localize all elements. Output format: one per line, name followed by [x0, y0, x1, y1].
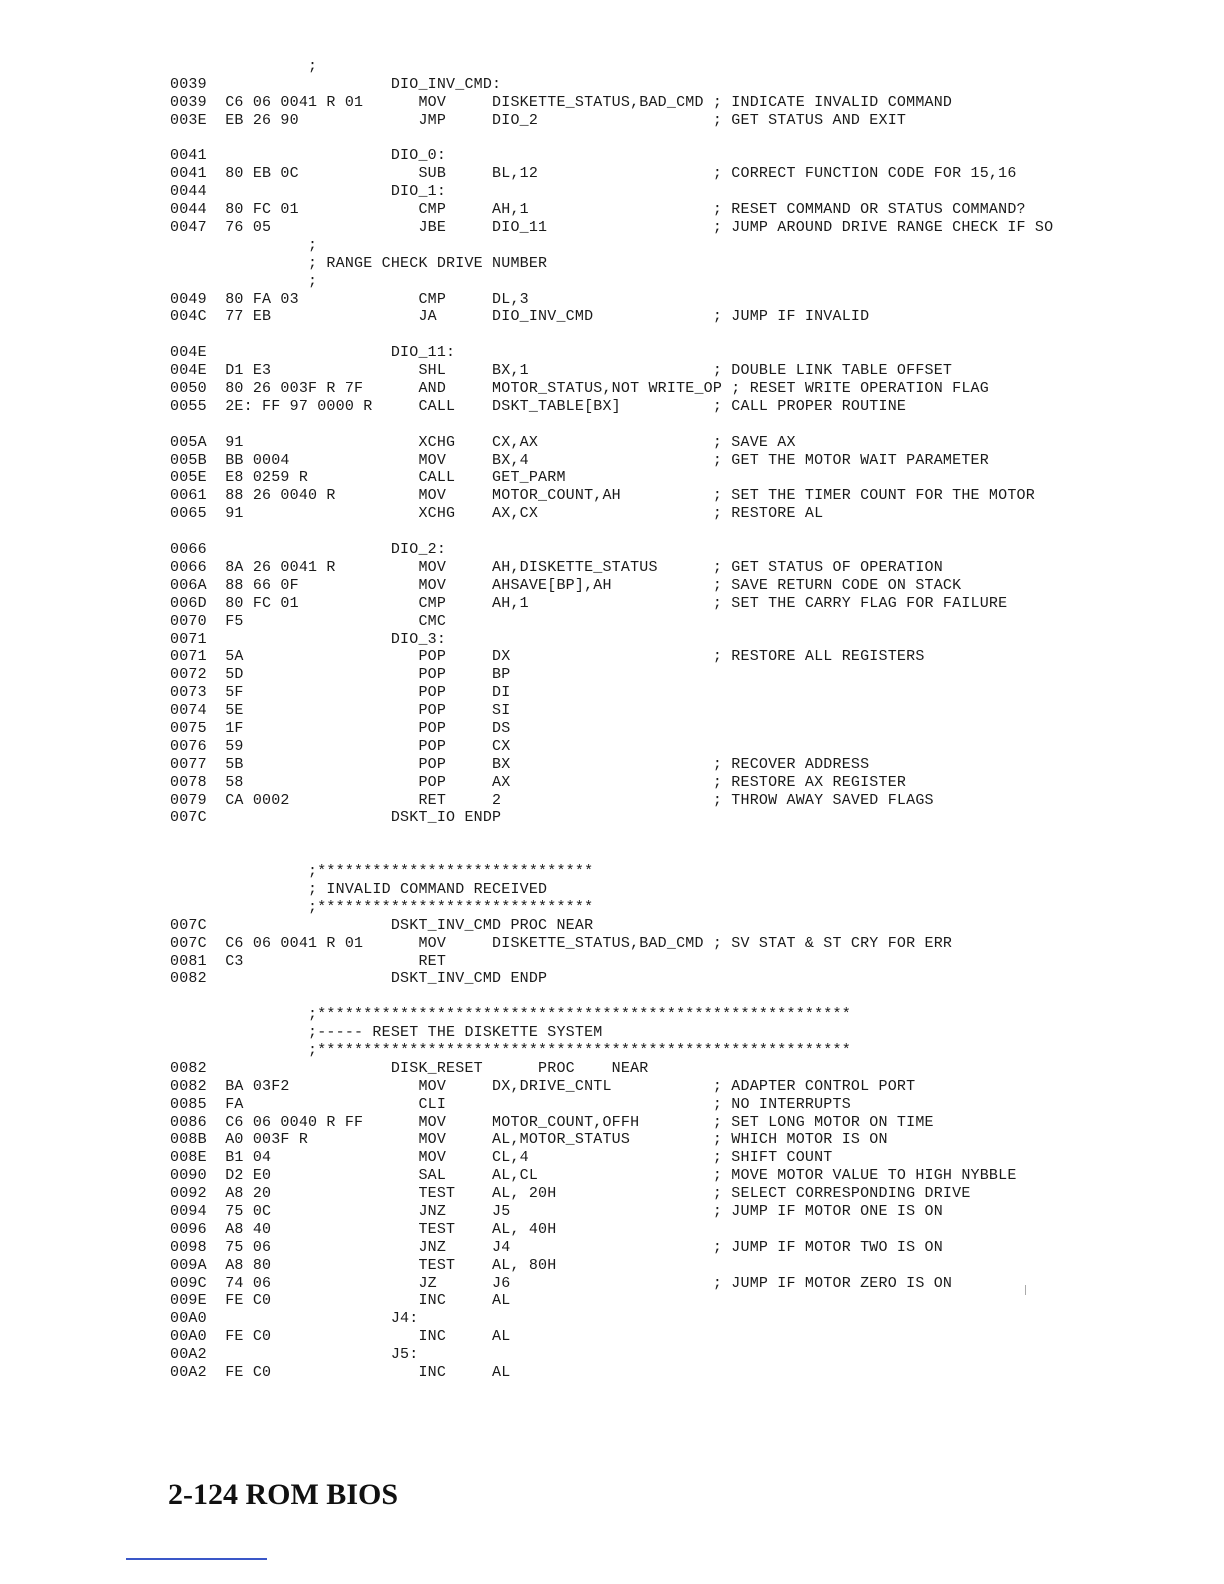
- page-footer-title: 2-124 ROM BIOS: [168, 1478, 399, 1511]
- listing-line: ;**********************************************************: [170, 1041, 851, 1059]
- listing-line: [170, 845, 1170, 863]
- listing-line: 0077 5B POP BX ; RECOVER ADDRESS: [170, 755, 870, 773]
- listing-line: 0094 75 0C JNZ J5 ; JUMP IF MOTOR ONE IS ON: [170, 1203, 943, 1220]
- listing-line: ;**********************************************************: [170, 1006, 851, 1024]
- listing-line: 0041 80 EB 0C SUB BL,12 ; CORRECT FUNCTION CODE FOR 15,16: [170, 165, 1017, 183]
- listing-line: 007C C6 06 0041 R 01 MOV DISKETTE_STATUS,BAD_CMD ; SV STAT & ST CRY FOR ERR: [170, 934, 953, 952]
- listing-line: [170, 130, 1170, 148]
- listing-line: 0072 5D POP BP: [170, 666, 511, 684]
- listing-line: 0085 FA CLI ; NO INTERRUPTS: [170, 1095, 851, 1113]
- listing-line: ; INVALID COMMAND RECEIVED: [170, 880, 548, 898]
- listing-line: [170, 988, 1170, 1006]
- listing-line: [170, 416, 1170, 434]
- listing-line: 0082 DSKT_INV_CMD ENDP: [170, 970, 548, 988]
- listing-line: 0039 DIO_INV_CMD:: [170, 75, 502, 93]
- listing-line: 009C 74 06 JZ J6 ; JUMP IF MOTOR ZERO IS ON: [170, 1274, 953, 1292]
- listing-line: 0044 DIO_1:: [170, 183, 447, 201]
- listing-line: ;******************************: [170, 898, 594, 916]
- listing-line: 0078 58 POP AX ; RESTORE AX REGISTER: [170, 773, 907, 791]
- listing-line: ;******************************: [170, 863, 594, 881]
- listing-line: 00A0 J4:: [170, 1310, 419, 1328]
- listing-line: 006D 80 FC 01 CMP AH,1 ; SET THE CARRY FLAG FOR FAILURE: [170, 594, 1008, 612]
- listing-line: 007C DSKT_INV_CMD PROC NEAR: [170, 916, 594, 934]
- listing-line: 0041 DIO_0:: [170, 147, 447, 165]
- listing-line: 0055 2E: FF 97 0000 R CALL DSKT_TABLE[BX] ; CALL PROPER ROUTINE: [170, 397, 907, 415]
- listing-line: [170, 827, 1170, 845]
- listing-line: 0071 5A POP DX ; RESTORE ALL REGISTERS: [170, 648, 925, 666]
- listing-line: 0039 C6 06 0041 R 01 MOV DISKETTE_STATUS,BAD_CMD ; INDICATE INVALID COMMAND: [170, 93, 953, 111]
- listing-line: 0073 5F POP DI: [170, 684, 511, 702]
- listing-line: 0075 1F POP DS: [170, 719, 511, 737]
- listing-line: ;----- RESET THE DISKETTE SYSTEM: [170, 1024, 603, 1042]
- listing-line: 005A 91 XCHG CX,AX ; SAVE AX: [170, 433, 796, 451]
- listing-line: 0074 5E POP SI: [170, 702, 511, 720]
- listing-line: 0098 75 06 JNZ J4 ; JUMP IF MOTOR TWO IS ON: [170, 1238, 943, 1256]
- listing-line: 004C 77 EB JA DIO_INV_CMD ; JUMP IF INVALID: [170, 308, 870, 326]
- listing-line: 0081 C3 RET: [170, 952, 447, 970]
- listing-line: 0061 88 26 0040 R MOV MOTOR_COUNT,AH ; SET THE TIMER COUNT FOR THE MOTOR: [170, 487, 1035, 505]
- assembly-listing: [170, 58, 1170, 1382]
- listing-line: 004E D1 E3 SHL BX,1 ; DOUBLE LINK TABLE OFFSET: [170, 362, 953, 380]
- listing-line: 0044 80 FC 01 CMP AH,1 ; RESET COMMAND OR STATUS COMMAND?: [170, 201, 1026, 219]
- listing-line: 0071 DIO_3:: [170, 630, 447, 648]
- listing-line: [170, 326, 1170, 344]
- footer-rule: [126, 1558, 267, 1560]
- listing-line: 0049 80 FA 03 CMP DL,3: [170, 290, 529, 308]
- listing-line: 00A0 FE C0 INC AL: [170, 1328, 511, 1346]
- listing-line: 00A2 J5:: [170, 1346, 419, 1364]
- listing-line: 0070 F5 CMC: [170, 612, 447, 630]
- listing-line: 005B BB 0004 MOV BX,4 ; GET THE MOTOR WAIT PARAMETER: [170, 451, 989, 469]
- listing-line: 008E B1 04 MOV CL,4 ; SHIFT COUNT: [170, 1149, 833, 1167]
- listing-line: 005E E8 0259 R CALL GET_PARM: [170, 469, 566, 487]
- listing-line: 0066 8A 26 0041 R MOV AH,DISKETTE_STATUS ; GET STATUS OF OPERATION: [170, 558, 943, 576]
- listing-line: 00A2 FE C0 INC AL: [170, 1364, 511, 1382]
- listing-line: 0065 91 XCHG AX,CX ; RESTORE AL: [170, 505, 824, 523]
- listing-line: ;: [170, 58, 318, 75]
- margin-mark: [1025, 1285, 1026, 1295]
- listing-line: 004E DIO_11:: [170, 344, 456, 362]
- listing-line: 0066 DIO_2:: [170, 541, 447, 559]
- listing-line: 0050 80 26 003F R 7F AND MOTOR_STATUS,NOT WRITE_OP ; RESET WRITE OPERATION FLAG: [170, 380, 989, 398]
- listing-line: 006A 88 66 0F MOV AHSAVE[BP],AH ; SAVE RETURN CODE ON STACK: [170, 576, 962, 594]
- listing-line: 0082 DISK_RESET PROC NEAR: [170, 1059, 649, 1077]
- listing-line: 0079 CA 0002 RET 2 ; THROW AWAY SAVED FLAGS: [170, 791, 934, 809]
- listing-line: 0092 A8 20 TEST AL, 20H ; SELECT CORRESPONDING DRIVE: [170, 1185, 971, 1203]
- listing-line: 0086 C6 06 0040 R FF MOV MOTOR_COUNT,OFFH ; SET LONG MOTOR ON TIME: [170, 1113, 934, 1131]
- listing-line: 007C DSKT_IO ENDP: [170, 809, 502, 827]
- listing-line: 0090 D2 E0 SAL AL,CL ; MOVE MOTOR VALUE TO HIGH NYBBLE: [170, 1167, 1017, 1185]
- listing-line: 0082 BA 03F2 MOV DX,DRIVE_CNTL ; ADAPTER CONTROL PORT: [170, 1077, 916, 1095]
- listing-line: ;: [170, 272, 318, 290]
- listing-line: [170, 523, 1170, 541]
- listing-line: 0076 59 POP CX: [170, 737, 511, 755]
- listing-line: 003E EB 26 90 JMP DIO_2 ; GET STATUS AND EXIT: [170, 111, 907, 129]
- listing-line: 009E FE C0 INC AL: [170, 1292, 511, 1310]
- listing-line: 008B A0 003F R MOV AL,MOTOR_STATUS ; WHICH MOTOR IS ON: [170, 1131, 888, 1149]
- listing-line: ; RANGE CHECK DRIVE NUMBER: [170, 254, 548, 272]
- listing-line: 0047 76 05 JBE DIO_11 ; JUMP AROUND DRIVE RANGE CHECK IF SO: [170, 219, 1054, 237]
- listing-line: 0096 A8 40 TEST AL, 40H: [170, 1220, 557, 1238]
- listing-line: ;: [170, 236, 318, 254]
- listing-line: 009A A8 80 TEST AL, 80H: [170, 1256, 557, 1274]
